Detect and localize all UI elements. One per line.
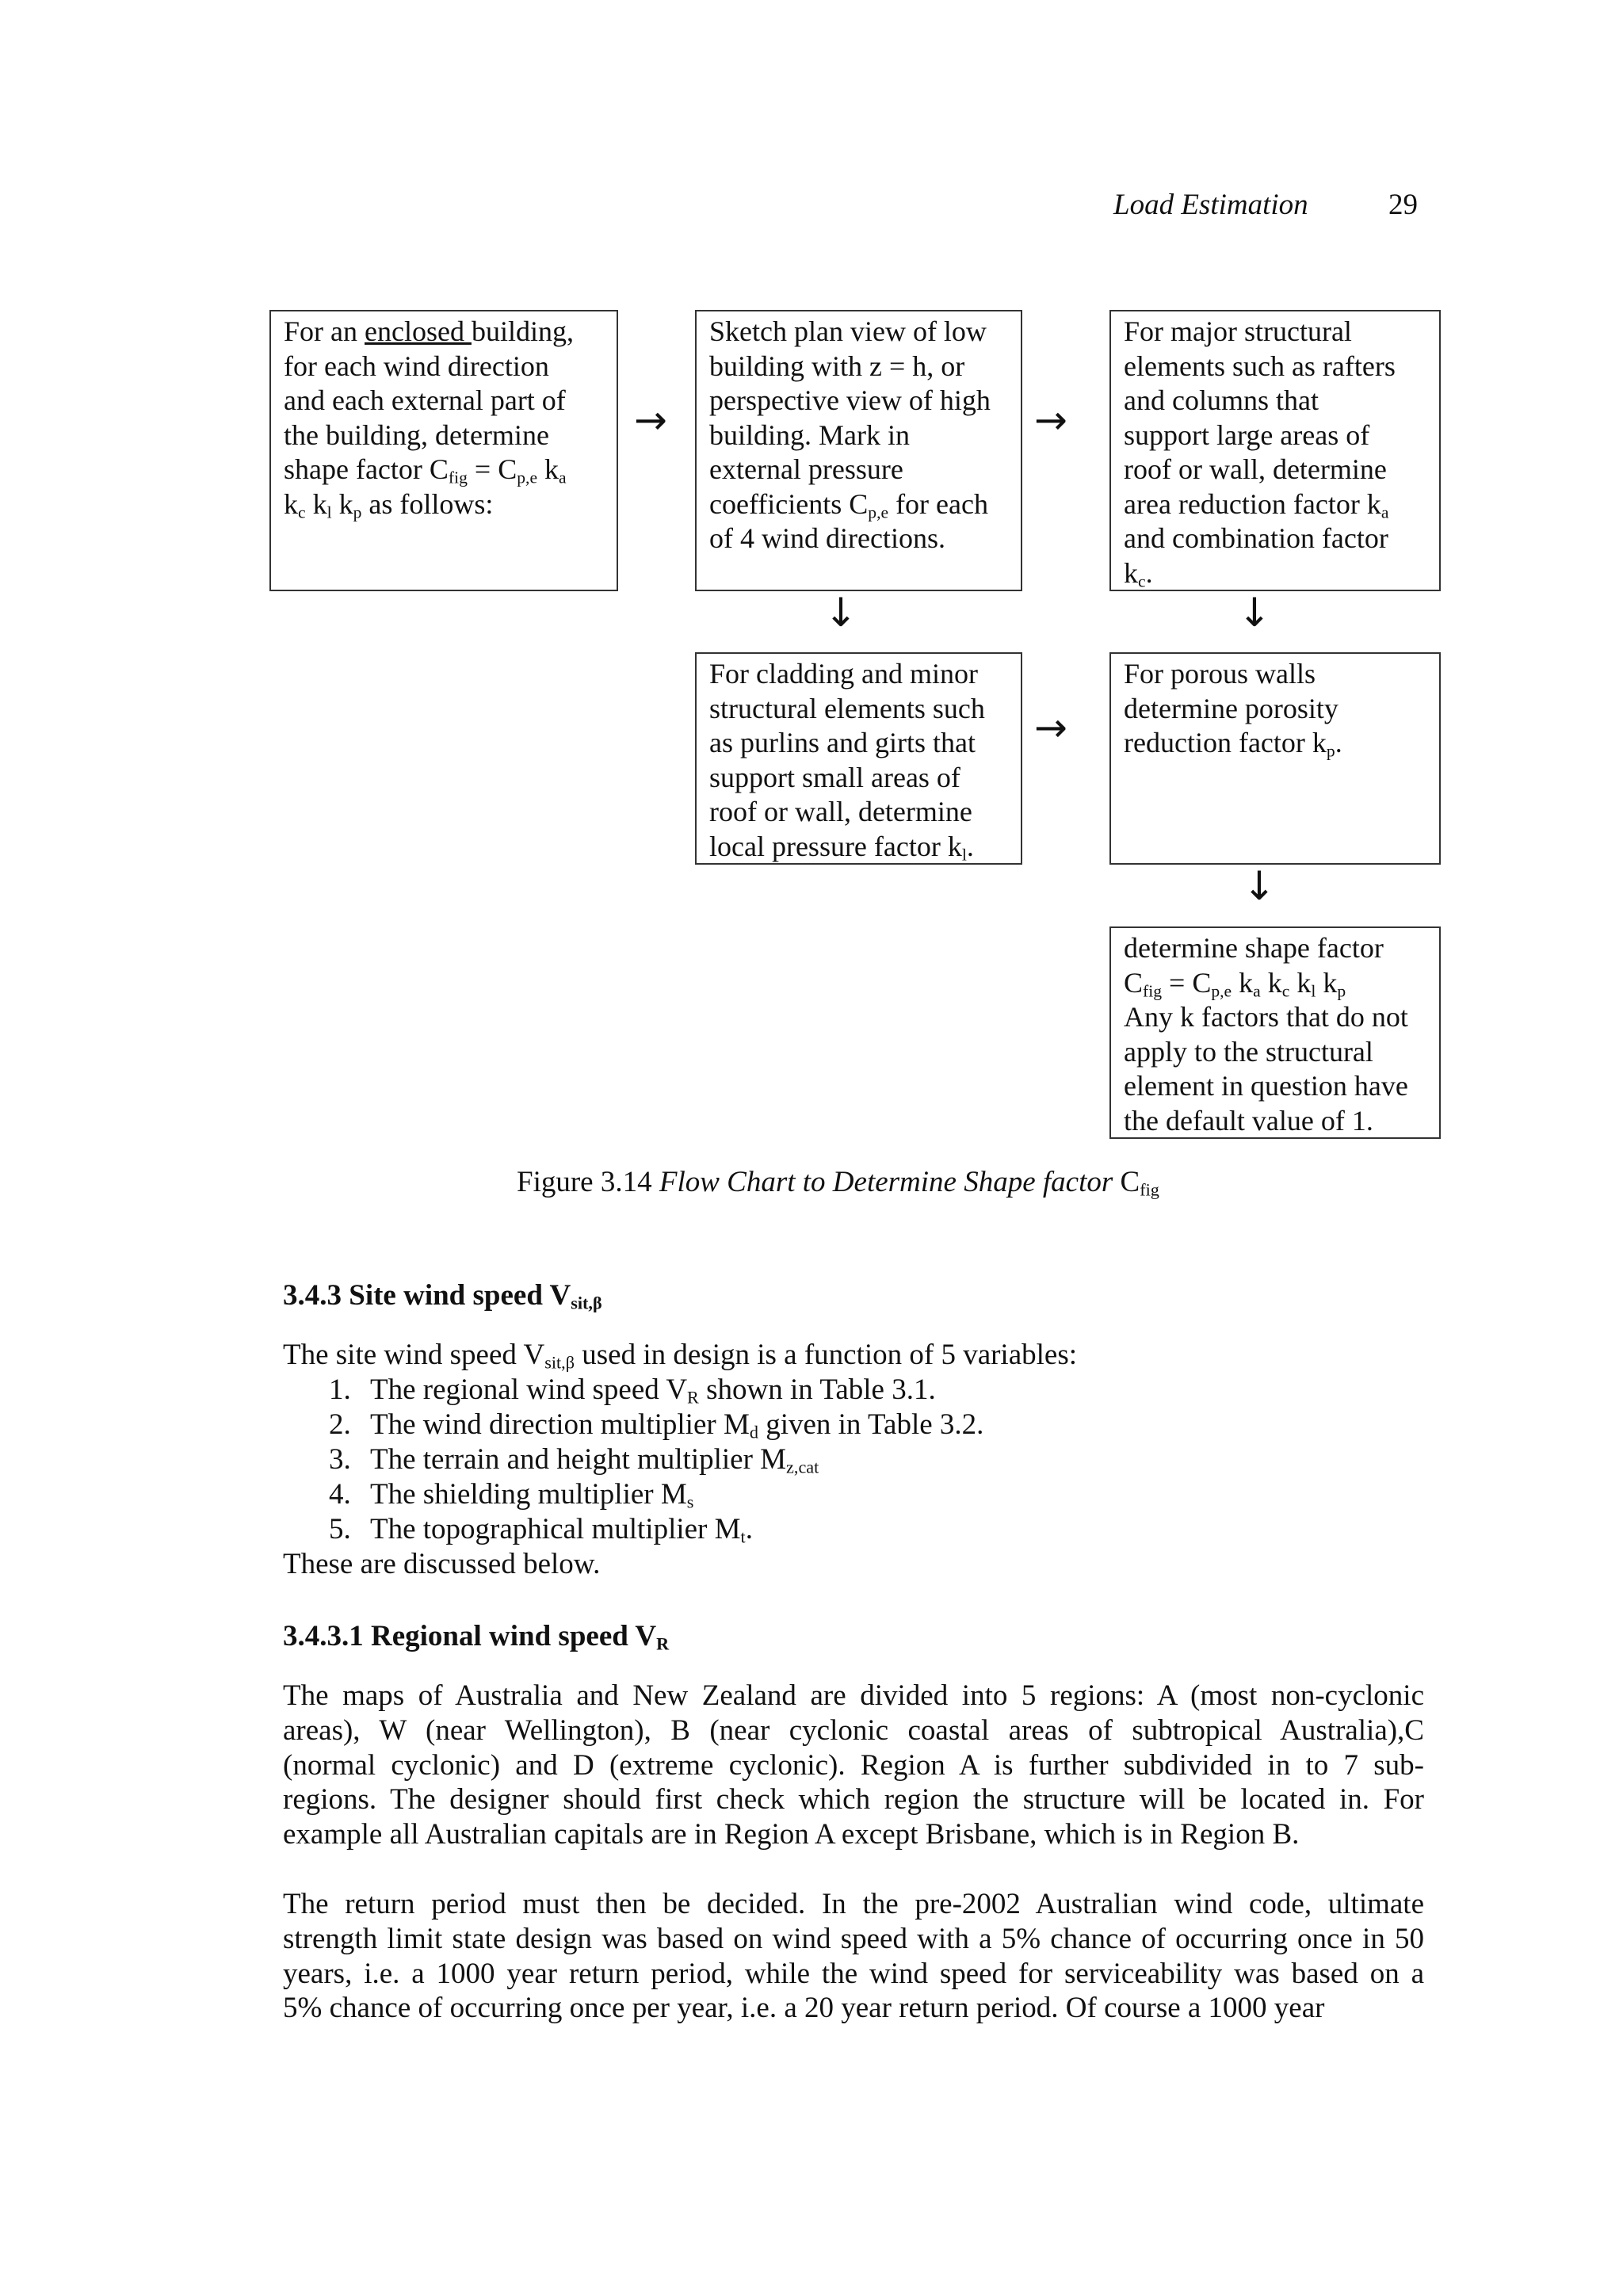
flowchart-box-cladding: For cladding and minor structural elements such as purlins and girts that support small areas of roof or wall, determine local pressure factor $k_l$. xyxy=(695,652,1022,865)
list-item: 1. The regional wind speed $V_R$ shown in Table 3.1. xyxy=(329,1373,936,1408)
flowchart-box-enclosed-building: For an enclosed building, for each wind direction and each external part of the building, determine shape factor $C_{fig} = C_{p,e}$ $k_a$ $k_c$ $k_l$ $k_p$ as follows: xyxy=(269,310,618,591)
section-heading-3-4-3: 3.4.3 Site wind speed $V_{sit,\beta}$ xyxy=(283,1279,602,1313)
flowchart-box-sketch-view: Sketch plan view of low building with z = h, or perspective view of high building. Mark in external pressure coefficients $C_{p,e}$ for each of 4 wind directions. xyxy=(695,310,1022,591)
list-item: 3. The terrain and height multiplier $M_{z,cat}$ xyxy=(329,1443,819,1477)
list-item: 4. The shielding multiplier $M_s$ xyxy=(329,1478,694,1512)
list-item: 2. The wind direction multiplier $M_d$ given in Table 3.2. xyxy=(329,1408,984,1442)
flowchart-box-major-elements: For major structural elements such as rafters and columns that support large areas of roof or wall, determine area reduction factor $k_a$ and combination factor $k_c$. xyxy=(1109,310,1441,591)
arrow-right-3: → xyxy=(1034,705,1067,751)
page-number: 29 xyxy=(1388,189,1418,221)
paragraph-regions: The maps of Australia and New Zealand are divided into 5 regions: A (most non-cyclonic areas), W (near Wellington), B (near cyclonic coastal areas of subtropical Australia),C (normal cyclonic) and D (extreme cyclonic). Region A is further subdivided in to 7 sub- regions. The designer should first check which region the structure will be located in. For example all Australian capitals are in Region A except Brisbane, which is in Region B. xyxy=(283,1679,1424,1851)
list-item: 5. The topographical multiplier $M_t$. xyxy=(329,1513,753,1547)
paragraph-return-period: The return period must then be decided. In the pre-2002 Australian wind code, ultimate strength limit state design was based on wind speed with a 5% chance of occurring once in 50 years, i.e. a 1000 year return period, while the wind speed for serviceability was based on a 5% chance of occurring once per year, i.e. a 20 year return period. Of course a 1000 year xyxy=(283,1888,1424,2025)
section-3-4-3-intro: The site wind speed $V_{sit,\beta}$ used in design is a function of 5 variables: xyxy=(283,1339,1078,1373)
section-heading-3-4-3-1: 3.4.3.1 Regional wind speed $V_R$ xyxy=(283,1620,670,1654)
arrow-right-1: → xyxy=(634,397,667,443)
arrow-down-1: ↓ xyxy=(824,590,857,636)
arrow-down-2: ↓ xyxy=(1238,590,1271,636)
flowchart-box-porous-walls: For porous walls determine porosity reduction factor $k_p$. xyxy=(1109,652,1441,865)
arrow-down-3: ↓ xyxy=(1243,863,1276,909)
figure-caption: Figure 3.14 Flow Chart to Determine Shape factor $C_{fig}$ xyxy=(517,1166,1159,1200)
running-header-title: Load Estimation xyxy=(1113,189,1308,221)
flowchart-box-shape-factor-result: determine shape factor $C_{fig} = C_{p,e}$ $k_a$ $k_c$ $k_l$ $k_p$ Any k factors that do not apply to the structural element in question have the default value of 1. xyxy=(1109,926,1441,1139)
section-3-4-3-closing: These are discussed below. xyxy=(283,1548,601,1580)
arrow-right-2: → xyxy=(1034,397,1067,443)
